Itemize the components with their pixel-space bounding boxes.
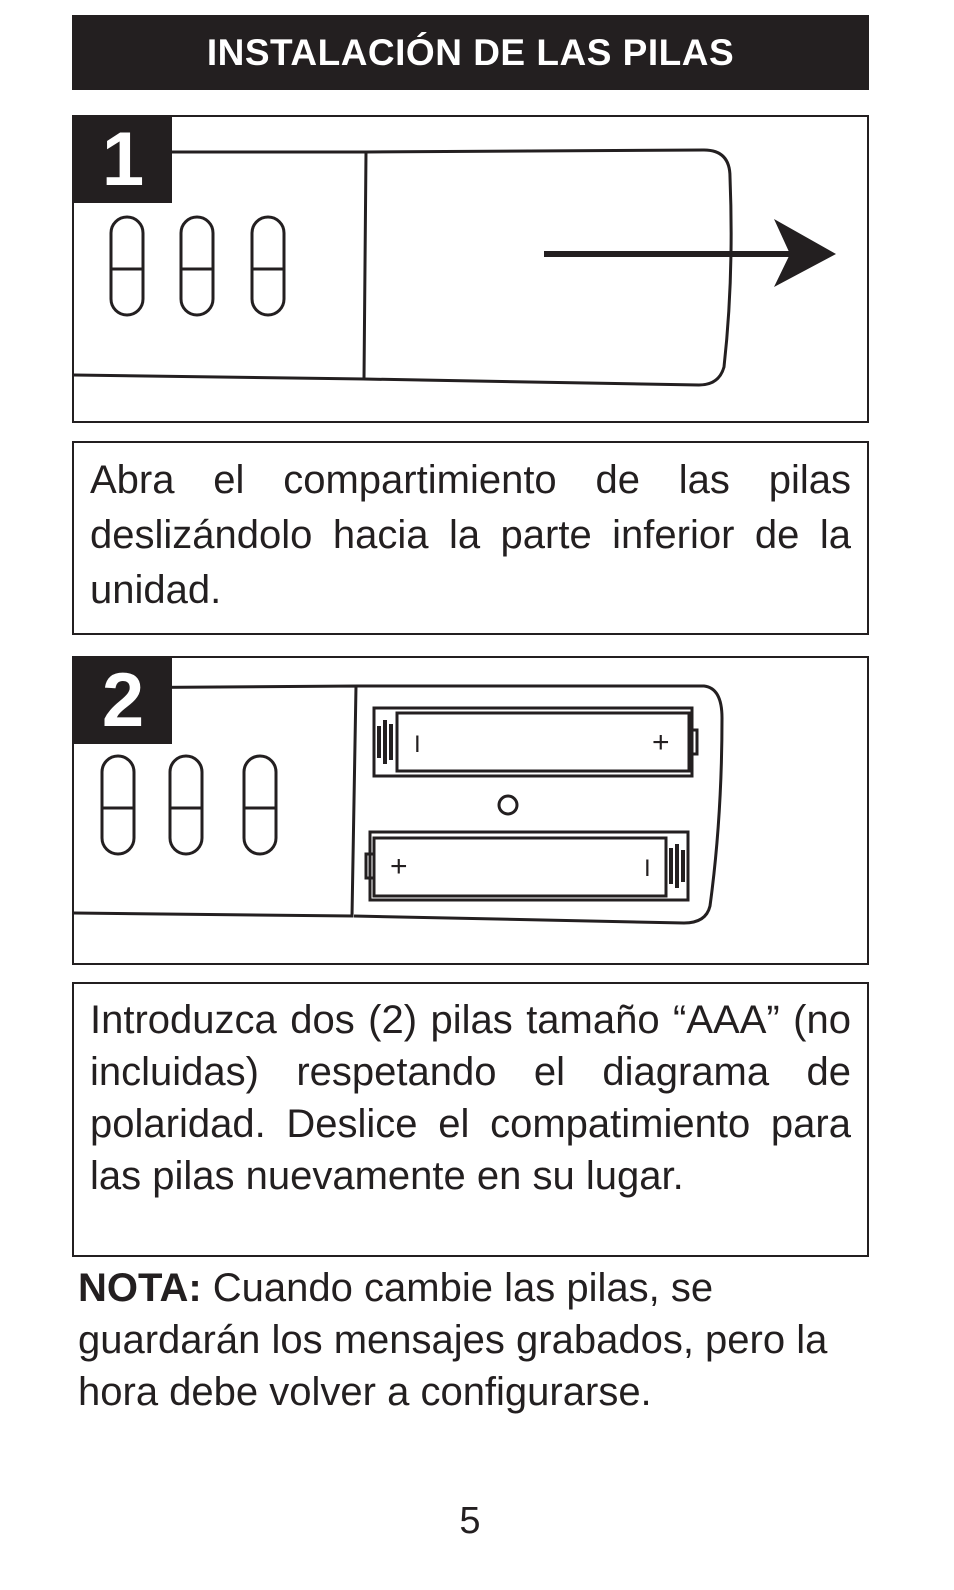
slider-switches: [111, 217, 284, 315]
compartment-screw-hole: [499, 796, 517, 814]
step-number-badge: 2: [74, 658, 172, 744]
step-1-instructions: Abra el compartimiento de las pilas deslizándolo hacia la parte inferior de la unidad.: [72, 441, 869, 635]
bottom-battery-plus-label: +: [390, 850, 408, 883]
step-1-figure: [72, 115, 869, 423]
step-number-badge: 1: [74, 117, 172, 203]
battery-bottom: [366, 832, 688, 900]
section-title: INSTALACIÓN DE LAS PILAS: [72, 15, 869, 90]
battery-compartment-illustration: [74, 658, 867, 963]
slider-switches: [102, 756, 276, 854]
top-battery-plus-label: +: [652, 726, 670, 759]
top-battery-minus-label: I: [414, 731, 421, 758]
bottom-battery-minus-label: I: [644, 855, 651, 882]
step-2-instructions: Introduzca dos (2) pilas tamaño “AAA” (no incluidas) respetando el diagrama de polaridad. Deslice el compatimiento para las pilas nuevamente en su lugar.: [72, 982, 869, 1257]
note-paragraph: [78, 1262, 868, 1418]
step-2-figure: [72, 656, 869, 965]
page-number: 5: [459, 1500, 481, 1542]
note-text: Cuando cambie las pilas, se guardarán los mensajes grabados, pero la hora debe volver a configurarse.: [78, 1266, 828, 1414]
remote-back-illustration: [74, 117, 867, 421]
battery-top: [374, 708, 697, 776]
note-label: NOTA:: [78, 1266, 202, 1310]
slide-direction-arrow: [544, 219, 836, 287]
